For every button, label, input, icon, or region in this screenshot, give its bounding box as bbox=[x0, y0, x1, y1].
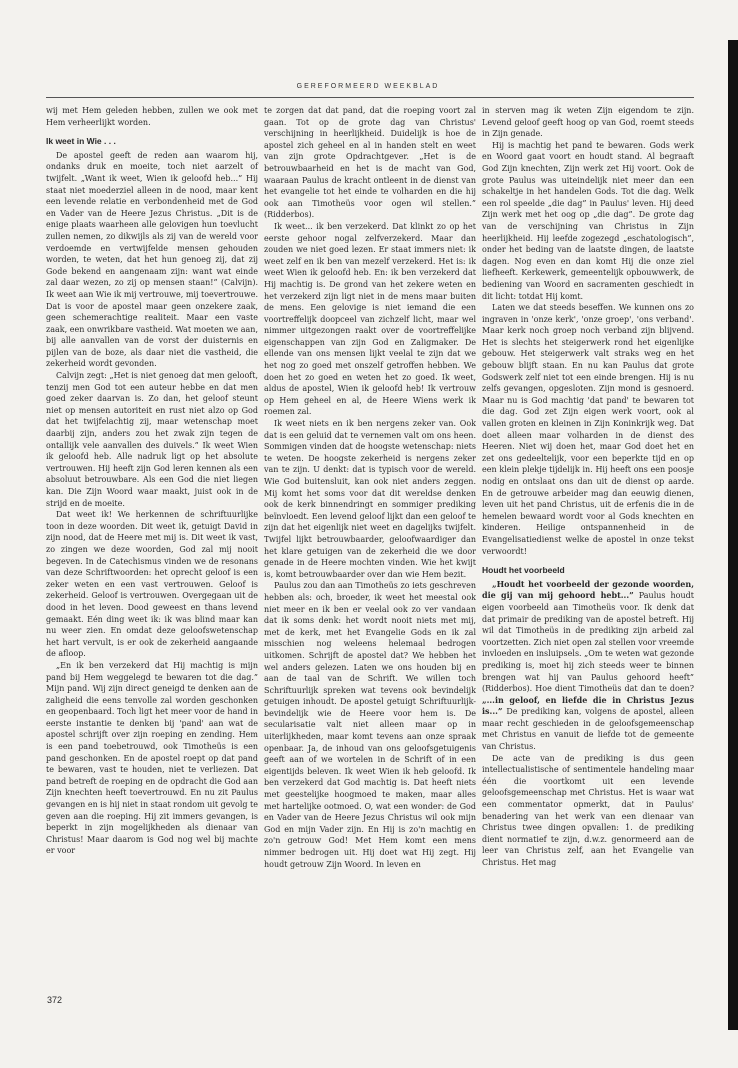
paragraph: Dat weet ik! We herkennen de schriftuurlijke toon in deze woorden. Dit weet ik, getuigt David in zijn nood, dat de Heere met mij is. Dit weet ik vast, zo zingen we deze woorden, God zal mij nooit begeven. In de Catechismus vinden we de resonans van deze Schriftwoorden: het oprecht geloof is een zeker weten en een vast vertrouwen. Geloof is zekerheid. Geloof is vertrouwen. Overgegaan uit de dood in het leven. Dood geweest en thans levend gemaakt. Eén ding weet ik: ik was blind maar kan nu weer zien. En omdat deze geloofswetenschap het hart vervult, is er ook de zekerheid aangaande de afloop. bbox=[46, 510, 258, 659]
section-heading: Ik weet in Wie . . . bbox=[46, 136, 116, 147]
quote-bold: „Houdt het voorbeeld der gezonde woorden, die gij van mij gehoord hebt...” bbox=[482, 578, 694, 601]
paragraph: Laten we dat steeds beseffen. We kunnen ons zo ingraven in 'onze kerk', 'onze groep', 'ons verband'. Maar kerk noch groep noch verband zijn blijvend. Het is slechts het steigerwerk rond het eigenlijke gebouw. Het steigerwerk valt straks weg en het gebouw blijft staan. En nu kan Paulus dat grote Godswerk zelf niet tot een einde brengen. Hij is nu zelfs gevangen, opgesloten. Zijn mond is gesnoerd. Maar nu is God machtig 'dat pand' te bewaren tot die dag. God zet Zijn eigen werk voort, ook al vallen groten en kleinen in Zijn Koninkrijk weg. Dat doet alleen maar volharden in de dienst des Heeren. Niet wij doen het, maar God doet het en zet ons gedeeltelijk, voor een beperkte tijd en op een klein plekje tijdelijk in. Hij heeft ons een poosje nodig en ontslaat ons dan uit de dienst op aarde. En de getrouwe arbeider mag dan eeuwig dienen, leven uit het pand Christus, uit de erfenis die in de hemelen bewaard wordt voor al Gods knechten en kinderen. Heilige ontspannenheid in de Evangelisatiedienst welke de apostel in onze tekst verwoordt! bbox=[482, 303, 694, 556]
paragraph: Ik weet niets en ik ben nergens zeker van. Ook dat is een geluid dat te vernemen valt om ons heen. Sommigen vinden dat de hoogste wetenschap: niets te weten. De hoogste zekerheid is nergens zeker van te zijn. U denkt: dat is typisch voor de wereld. Wie God buitensluit, kan ook niet anders zeggen. Mij komt het soms voor dat dit wereldse denken ook de kerk binnendringt en sommiger prediking beïnvloedt. Een levend geloof lijkt dan een geloof te zijn dat het eigenlijk niet weet en dagelijks twijfelt. Twijfel lijkt betrouwbaarder, geloofwaardiger dan het klare getuigen van de zekerheid die we door genade in de Heere mochten vinden. Wie het kwijt is, komt betrouwbaarder over dan wie Hem bezit. bbox=[264, 419, 476, 579]
page-edge bbox=[728, 40, 738, 1030]
column-3 bbox=[482, 105, 694, 869]
section-heading: Houdt het voorbeeld bbox=[482, 565, 565, 576]
quote-bold: „...in geloof, en liefde die in Christus Jezus is...” bbox=[482, 694, 694, 717]
paragraph: „En ik ben verzekerd dat Hij machtig is mijn pand bij Hem weggelegd te bewaren tot die dag.” Mijn pand. Wij zijn direct geneigd te denken aan de zaligheid die eens tenvolle zal worden geschonken en geopenbaard. Toch ligt het meer voor de hand in eerste instantie te denken bij 'pand' aan wat de apostel schrijft over zijn roeping en zending. Hem is een pand toebetrouwd, ook Timotheüs is een pand geschonken. En de apostel roept op dat pand te bewaren, vast te houden, niet te verliezen. Dat pand betreft de roeping en de opdracht die God aan Zijn knechten heeft toevertrouwd. En nu zit Paulus gevangen en is hij niet in staat rondom uit gevolg te geven aan die roeping. Hij zit immers gevangen, is beperkt in zijn mogelijkheden als dienaar van Christus! Maar daarom is God nog wel bij machte er voor bbox=[46, 660, 258, 856]
paragraph: wij met Hem geleden hebben, zullen we ook met Hem verheerlijkt worden. bbox=[46, 106, 258, 127]
paragraph: Hij is machtig het pand te bewaren. Gods werk en Woord gaat voort en houdt stand. Al begraaft God Zijn knechten, Zijn werk zet Hij voort. Ook de grote Paulus was uiteindelijk niet meer dan een schakeltje in het handelen Gods. Tot die dag. Welk een rol speelde „die dag” in Paulus' leven. Hij deed Zijn werk met het oog op „die dag”. De grote dag van de verschijning van Christus in Zijn heerlijkheid. Hij leefde zogezegd „eschatologisch”, onder het beding van de laatste dingen, de laatste dagen. Nog even en dan komt Hij die onze ziel liefheeft. Kerkewerk, gemeentelijk opbouwwerk, de bediening van Woord en sacramenten geschiedt in dit licht: totdat Hij komt. bbox=[482, 140, 694, 301]
paragraph-text: De prediking kan, volgens de apostel, alleen maar recht geschieden in de geloofsgemeenschap met Christus en vanuit de liefde tot de gemeente van Christus. bbox=[482, 707, 694, 752]
paragraph-text: Paulus houdt eigen voorbeeld aan Timotheüs voor. Ik denk dat dat primair de prediking van de apostel betreft. Hij wil dat Timotheüs in de prediking zijn arbeid zal voortzetten. Zich niet open zal stellen voor vreemde invloeden en insluipsels. „Om te weten wat gezonde prediking is, moet hij zich steeds weer te binnen brengen wat hij van Paulus gehoord heeft” (Ridderbos). Hoe dient Timotheüs dat dan te doen? bbox=[482, 591, 694, 694]
column-2 bbox=[264, 105, 476, 870]
paragraph: Calvijn zegt: „Het is niet genoeg dat men gelooft, tenzij men God tot een auteur hebbe en dat men goed zeker daarvan is. Zo dan, het geloof steunt niet op mensen autoriteit en rust niet alzo op God dat het twijfelachtig zij, maar wetenschap moet daarbij zijn, anders zou het zwak zijn tegen de ontallijk vele aanvallen des duivels.” Ik weet Wien ik geloofd heb. Alle nadruk ligt op het absolute vertrouwen. Hij heeft zijn God leren kennen als een absoluut betrouwbare. Als een God die niet liegen kan. Die Zijn Woord waar maakt, juist ook in de strijd en de moeite. bbox=[46, 371, 258, 508]
column-1 bbox=[46, 105, 258, 857]
paragraph: in sterven mag ik weten Zijn eigendom te zijn. Levend geloof geeft hoog op van God, roemt steeds in Zijn genade. bbox=[482, 106, 694, 139]
running-header: GEREFORMEERD WEEKBLAD bbox=[296, 83, 440, 90]
page-number: 372 bbox=[47, 995, 63, 1005]
paragraph: te zorgen dat dat pand, dat die roeping voort zal gaan. Tot op de grote dag van Christus' verschijning in heerlijkheid. Duidelijk is hoe de apostel zich geheel en al in handen stelt en weet van zijn grote Opdrachtgever. „Het is de betrouwbaarheid en het is de macht van God, waaraan Paulus de kracht ontleent in de dienst van het evangelie tot het einde te volharden en die hij ook aan Timotheüs voor ogen wil stellen.” (Ridderbos). bbox=[264, 106, 476, 220]
paragraph: De acte van de prediking is dus geen intellectualistische of sentimentele handeling maar één die voortkomt uit een levende geloofsgemeenschap met Christus. Het is waar wat een commentator opmerkt, dat in Paulus' benadering van het werk van een dienaar van Christus twee dingen opvallen: 1. de prediking dient normatief te zijn, d.w.z. genormeerd aan de leer van Christus zelf, aan het Evangelie van Christus. Het mag bbox=[482, 753, 694, 867]
paragraph: Paulus zou dan aan Timotheüs zo iets geschreven hebben als: och, broeder, ik weet het meestal ook niet meer en ik ben er veelal ook zo ver vandaan dat ik soms denk: het wordt nooit niets met mij, met de kerk, met het Evangelie Gods en ik zal misschien nog weleens helemaal bedrogen uitkomen. Schrijft de apostel dat? We hebben het wel anders gelezen. Laten we ons houden bij en aan de taal van de Schrift. We willen toch Schriftuurlijk spreken wat tevens ook bevindelijk getuigen inhoudt. De apostel getuigt Schriftuurlijk-bevindelijk wie de Heere voor hem is. De secularisatie valt niet alleen maar op in uiterlijkheden, maar komt tevens aan onze spraak openbaar. Ja, de inhoud van ons geloofsgetuigenis geeft aan of we wortelen in de Schrift of in een eigentijds beleven. Ik weet Wien ik heb geloofd. Ik ben verzekerd dat God machtig is. Dat heeft niets met geestelijke hoogmoed te maken, maar alles met hartelijke ootmoed. O, wat een wonder: de God en Vader van de Heere Jezus Christus wil ook mijn God en mijn Vader zijn. En Hij is zo'n machtig en zo'n getrouw God! Met Hem komt een mens nimmer bedrogen uit. Hij doet wat Hij zegt. Hij houdt getrouw Zijn Woord. In leven en bbox=[264, 581, 476, 869]
paragraph: De apostel geeft de reden aan waarom hij, ondanks druk en moeite, toch niet aarzelt of twijfelt. „Want ik weet, Wien ik geloofd heb...” Hij staat niet moederziel alleen in de nood, maar kent een levende relatie en verbondenheid met de God en Vader van de Heere Jezus Christus. „Dit is de enige plaats waarheen alle gelovigen hun toevlucht zullen nemen, zo dikwijls als zij van de wereld voor verdoemde en vertwijfelde mensen gehouden worden, te weten, dat het hun genoeg zij, dat zij Gode bekend en aangenaam zijn: want wat einde zal daar wezen, zo zij op mensen staan!” (Calvijn). Ik weet aan Wie ik mij vertrouwe, mij toevertrouwe. Dat is voor de apostel maar geen onzekere zaak, geen schemerachtige realiteit. Maar een vaste zaak, een onwrikbare vastheid. Wat moeten we aan, bij alle aanvallen van de vorst der duisternis en pijlen van de boze, als daar niet die vastheid, die zekerheid wordt gevonden. bbox=[46, 150, 258, 369]
paragraph bbox=[482, 579, 694, 753]
paragraph: Ik weet... ik ben verzekerd. Dat klinkt zo op het eerste gehoor nogal zelfverzekerd. Maar dan zouden we niet goed lezen. Er staat immers niet: ik weet zelf en ik ben van mezelf verzekerd. Het is: ik weet Wien ik geloofd heb. En: ik ben verzekerd dat Hij machtig is. De grond van het zekere weten en het verzekerd zijn ligt niet in de mens maar buiten de mens. Een gelovige is niet iemand die een voortreffelijk doopceel van zichzelf licht, maar wel nimmer uitgezongen raakt over de voortreffelijke eigenschappen van zijn God en Zaligmaker. De ellende van ons mensen lijkt veelal te zijn dat we het nog zo goed met onszelf getroffen hebben. We doen het zo goed en weten het zo goed. Ik weet, aldus de apostel, Wien ik geloofd heb! Ik vertrouw op Hem geheel en al, de Heere Wiens werk ik roemen zal. bbox=[264, 221, 476, 417]
header-rule bbox=[46, 97, 694, 98]
